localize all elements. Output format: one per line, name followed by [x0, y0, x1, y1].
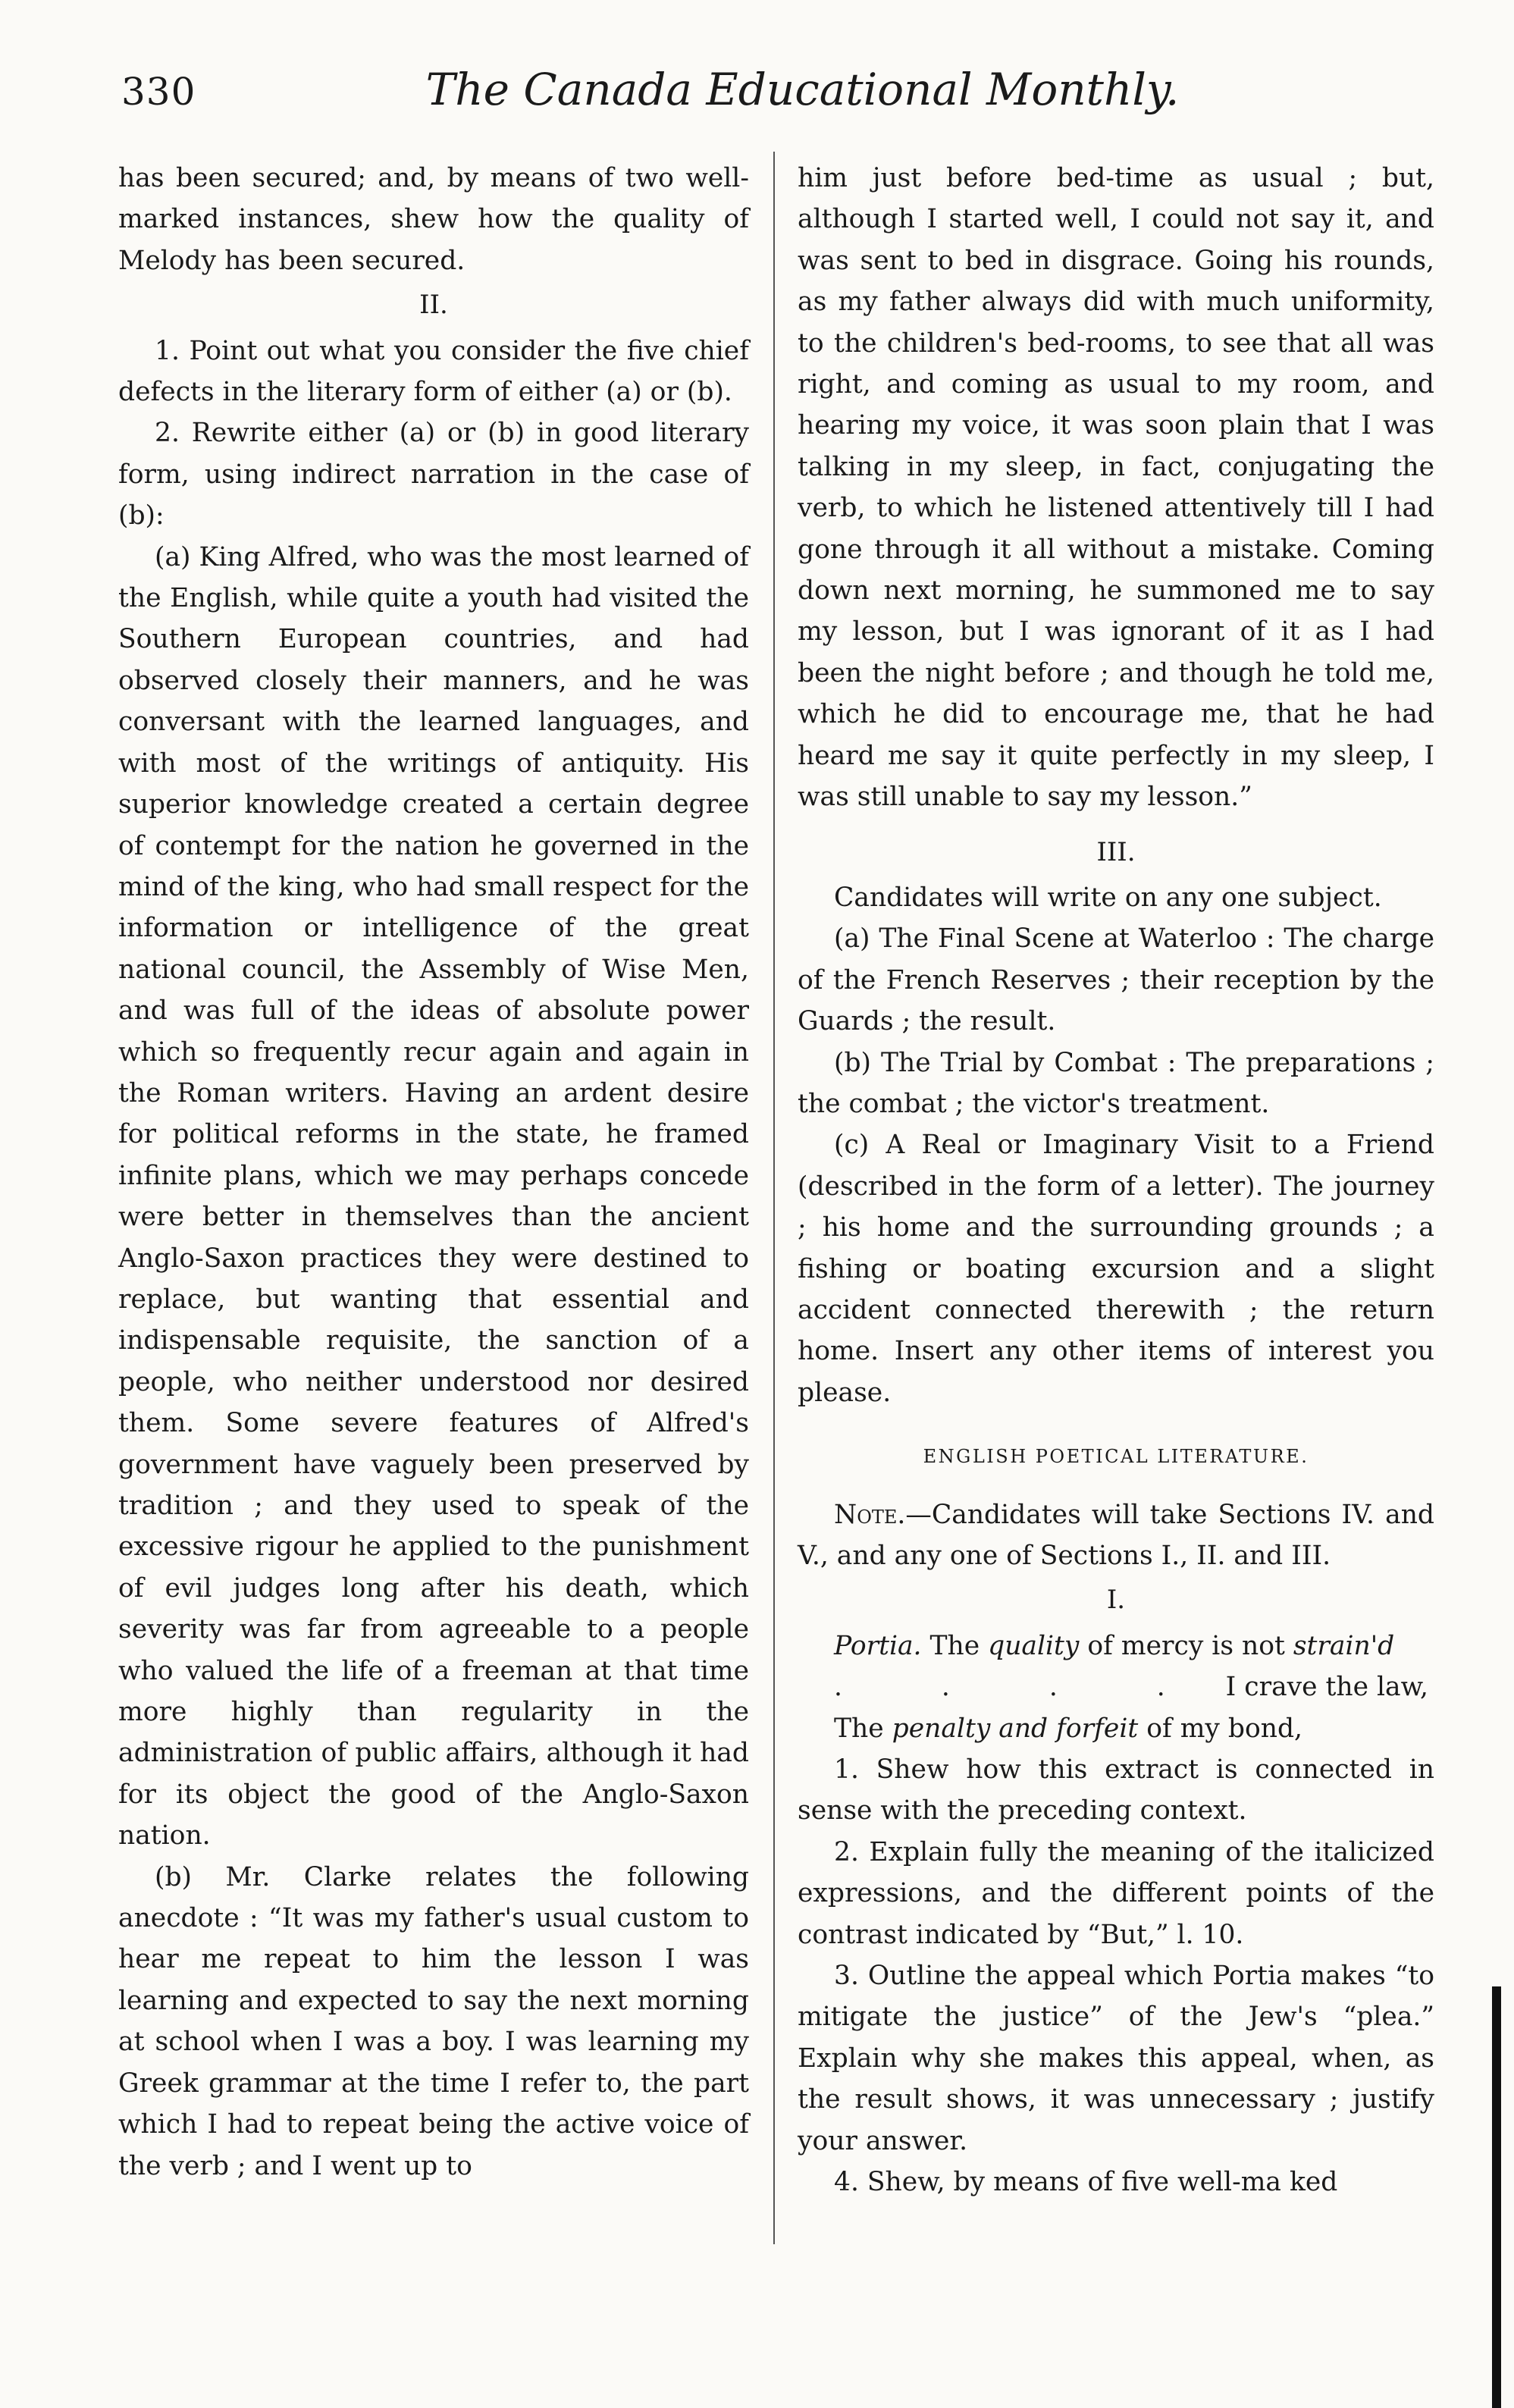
section-heading-iii: III. — [1096, 836, 1136, 867]
section-heading-ii: II. — [419, 290, 448, 321]
section-title-english-poetical-literature: ENGLISH POETICAL LITERATURE. — [923, 1446, 1309, 1468]
note-text: —Candidates will take Sections IV. and V., and any one of Sections I., II. and III. — [798, 1499, 1434, 1571]
lit-question-4: 4. Shew, by means of five well-ma ked — [834, 2167, 1338, 2198]
quote-line-1 — [798, 1626, 1434, 1666]
quote-text: of mercy is not — [1079, 1630, 1293, 1661]
page-edge-mark — [1492, 1986, 1501, 2408]
running-head: The Canada Educational Monthly. — [425, 64, 1180, 115]
section-iii-intro: Candidates will write on any one subject. — [834, 882, 1382, 913]
left-column — [118, 158, 749, 2187]
quote-ellipsis: . . . . — [834, 1672, 1211, 1703]
quote-speaker: Portia. — [834, 1630, 922, 1661]
section-heading-i: I. — [1106, 1585, 1126, 1616]
quote-text: The — [834, 1713, 892, 1744]
lit-question-1: 1. Shew how this extract is connected in sense with the preceding context. — [798, 1754, 1434, 1826]
lit-question-2: 2. Explain fully the meaning of the italicized expressions, and the different points of the contrast indicated by “But,” l. 10. — [798, 1836, 1434, 1950]
note-label: Note. — [834, 1499, 906, 1530]
lit-question-3: 3. Outline the appeal which Portia makes “to mitigate the justice” of the Jew's “plea.” Explain why she makes this appeal, when, as the result shows, it was unnecessary ; justify your answer. — [798, 1961, 1434, 2156]
topic-b: (b) The Trial by Combat : The preparations ; the combat ; the victor's treatment. — [798, 1047, 1434, 1119]
quote-text: I crave the law, — [1225, 1672, 1428, 1703]
quote-italic-straind: strain'd — [1293, 1630, 1395, 1661]
page-number: 330 — [121, 70, 196, 114]
passage-a: (a) King Alfred, who was the most learned of the English, while quite a youth had visited the Southern European countries, and had observed closely their manners, and he was conversant with the learned languages, and with most of the writings of antiquity. His superior knowledge created a certain degree of contempt for the nation he governed in the mind of the king, who had small respect for the information or intelligence of the great national council, the Assembly of Wise Men, and was full of the ideas of absolute power which so frequently recur again and again in the Roman writers. Having an ardent desire for political reforms in the state, he framed infinite plans, which we may perhaps concede were better in themselves than the ancient Anglo-Saxon practices they were destined to replace, but wanting that essential and indispensable requisite, the sanction of a people, who neither understood nor desired them. Some severe features of Alfred's government have vaguely been preserved by tradition ; and they used to speak of the excessive rigour he applied to the punishment of evil judges long after his death, which severity was far from agreeable to a people who valued the life of a freeman at that time more highly than regularity in the administration of public affairs, although it had for its object the good of the Anglo-Saxon nation. — [118, 541, 749, 1851]
question-1: 1. Point out what you consider the five chief defects in the literary form of either (a) or (b). — [118, 335, 749, 408]
topic-c: (c) A Real or Imaginary Visit to a Friend (described in the form of a letter). The journey ; his home and the surrounding grounds ; a fishing or boating excursion and a slight accident connected therewith ; the return home. Insert any other items of interest you please. — [798, 1130, 1434, 1408]
quote-line-3 — [798, 1708, 1434, 1749]
quote-text: of my bond, — [1138, 1713, 1303, 1744]
right-column — [798, 158, 1434, 2203]
passage-b: (b) Mr. Clarke relates the following anecdote : “It was my father's usual custom to hear me repeat to him the lesson I was learning and expected to say the next morning at school when I was a boy. I was learning my Greek grammar at the time I refer to, the part which I had to repeat being the active voice of the verb ; and I went up to — [118, 1861, 749, 2181]
quote-italic-quality: quality — [988, 1630, 1080, 1661]
quote-line-2 — [798, 1666, 1434, 1707]
question-2: 2. Rewrite either (a) or (b) in good literary form, using indirect narration in the case of (b): — [118, 418, 749, 531]
topic-a: (a) The Final Scene at Waterloo : The charge of the French Reserves ; their reception by the Guards ; the result. — [798, 923, 1434, 1037]
note-paragraph — [798, 1494, 1434, 1577]
column-divider — [773, 152, 775, 2244]
quote-italic-penalty: penalty and forfeit — [892, 1713, 1139, 1744]
left-paragraph-1: has been secured; and, by means of two well-marked instances, shew how the quality of Melody has been secured. — [118, 163, 749, 276]
passage-b-continued: him just before bed-time as usual ; but, although I started well, I could not say it, and was sent to bed in disgrace. Going his rounds, as my father always did with much uniformity, to the children's bed-rooms, to see that all was right, and coming as usual to my room, and hearing my voice, it was soon plain that I was talking in my sleep, in fact, conjugating the verb, to which he listened attentively till I had gone through it all without a mistake. Coming down next morning, he summoned me to say my lesson, but I was ignorant of it as I had been the night before ; and though he told me, which he did to encourage me, that he had heard me say it quite perfectly in my sleep, I was still unable to say my lesson.” — [798, 163, 1434, 813]
quote-text: The — [921, 1630, 989, 1661]
